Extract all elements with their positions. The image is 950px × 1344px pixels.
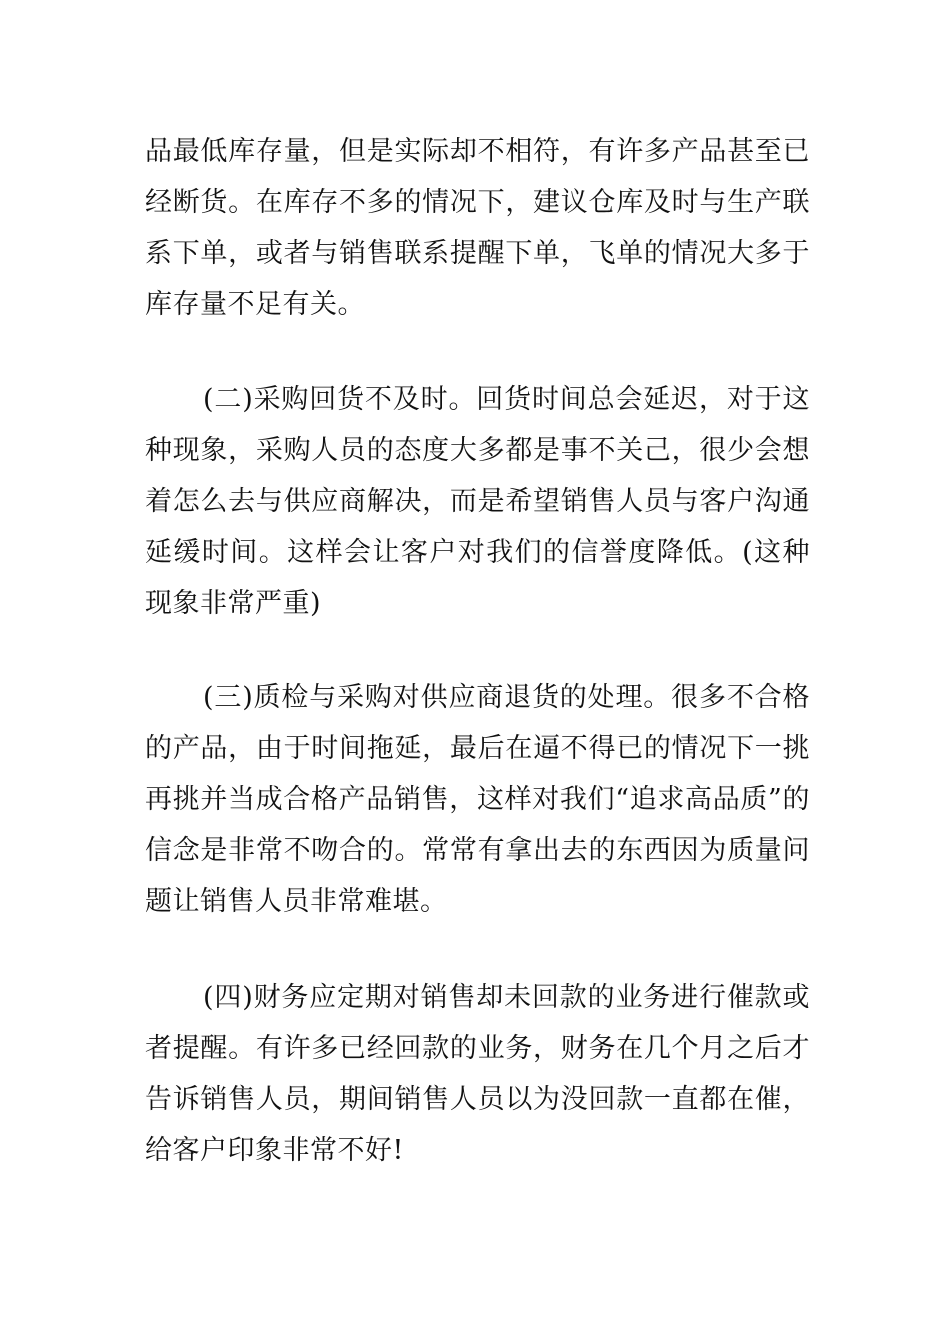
paragraph-purchase-delay: (二)采购回货不及时。回货时间总会延迟，对于这种现象，采购人员的态度大多都是事不关己，很少会想着怎么去与供应商解决，而是希望销售人员与客户沟通延缓时间。这样会让客户对我们的信誉度降低。(这种现象非常严重) bbox=[145, 384, 810, 619]
paragraph-quality-returns: (三)质检与采购对供应商退货的处理。很多不合格的产品，由于时间拖延，最后在逼不得已的情况下一挑再挑并当成合格产品销售，这样对我们“追求高品质”的信念是非常不吻合的。常常有拿出去的东西因为质量问题让销售人员非常难堪。 bbox=[145, 682, 810, 917]
paragraph-finance-reminder: (四)财务应定期对销售却未回款的业务进行催款或者提醒。有许多已经回款的业务，财务在几个月之后才告诉销售人员，期间销售人员以为没回款一直都在催，给客户印象非常不好! bbox=[145, 982, 810, 1166]
paragraph-inventory-continuation: 品最低库存量，但是实际却不相符，有许多产品甚至已经断货。在库存不多的情况下，建议仓库及时与生产联系下单，或者与销售联系提醒下单，飞单的情况大多于库存量不足有关。 bbox=[145, 136, 810, 320]
